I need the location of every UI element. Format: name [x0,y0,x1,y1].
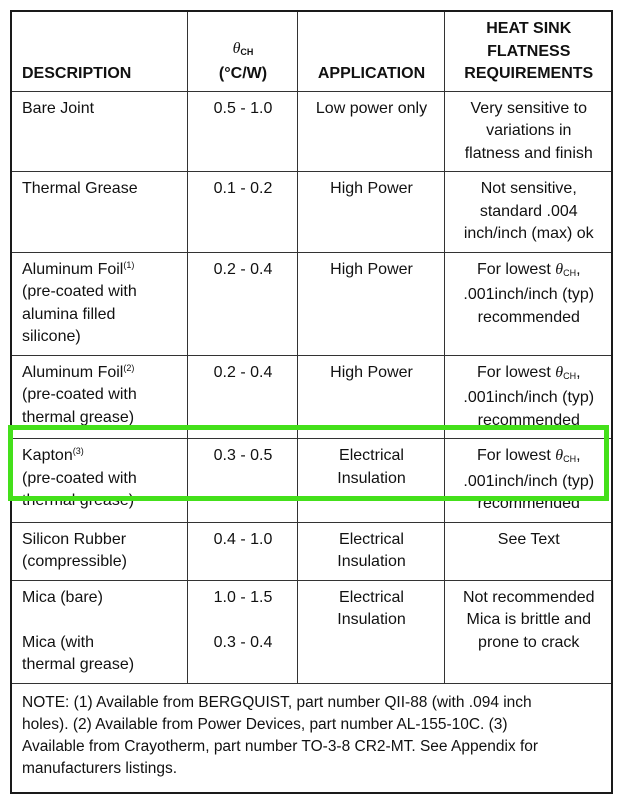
flatness-line: prone to crack [478,633,580,651]
thermal-interface-table [12,12,611,792]
flatness-prefix: For lowest [476,260,556,278]
row-application [297,439,444,523]
description-line: silicone) [22,328,81,345]
row-description [12,439,187,523]
row-description [12,91,187,172]
description-line [22,259,179,282]
note-text [12,683,611,792]
row-theta [187,580,297,683]
theta-symbol: θ [555,363,564,381]
material-name: Aluminum Foil [22,260,124,278]
flatness-line [455,362,604,388]
row-theta: 0.3 - 0.5 [187,439,297,523]
footnote-ref: (2) [123,362,135,373]
row-description [12,172,187,253]
row-flatness [444,252,611,355]
application-line: High Power [330,363,413,381]
row-flatness [444,580,611,683]
header-application: APPLICATION [297,12,444,91]
description-line: (pre-coated with [22,386,137,403]
table-row [12,91,611,172]
theta-symbol: θ [555,447,564,464]
header-row [12,12,611,91]
flatness-line: flatness and finish [464,144,593,162]
description-line [22,445,179,468]
row-application [297,522,444,580]
flatness-line: See Text [497,530,560,548]
flatness-line [455,445,604,471]
header-flatness-line: HEAT SINK [486,20,572,37]
application-line: High Power [330,180,413,197]
flatness-suffix: , [576,447,581,464]
flatness-line [455,259,604,285]
row-description [12,522,187,580]
table-row [12,355,611,439]
theta-subscript: CH [240,46,254,57]
header-theta [187,12,297,91]
header-description: DESCRIPTION [12,12,187,91]
application-line: Low power only [315,99,428,117]
theta-subscript: CH [563,454,577,464]
theta-symbol: θ [232,39,241,57]
description-line [22,362,179,385]
row-theta: 0.2 - 0.4 [187,355,297,439]
row-description [12,580,187,683]
table-row [12,172,611,253]
flatness-line: .001inch/inch (typ) [463,389,595,406]
row-description [12,355,187,439]
row-theta: 0.4 - 1.0 [187,522,297,580]
theta-subscript: CH [563,267,577,278]
flatness-line: Not recommended [462,588,595,606]
description-line: thermal grease) [22,408,135,426]
application-line: Electrical [339,530,404,548]
flatness-line: variations in [486,122,572,139]
flatness-suffix: , [576,363,581,381]
header-flatness [444,12,611,91]
table-row [12,522,611,580]
description-line: Thermal Grease [22,180,138,197]
application-line: Electrical [339,447,404,464]
flatness-line: Not sensitive, [480,180,577,197]
description-line: thermal grease) [22,492,135,509]
table-row [12,580,611,683]
row-application [297,172,444,253]
description-line: Bare Joint [22,99,95,117]
flatness-line: inch/inch (max) ok [463,225,594,242]
application-line: Insulation [337,469,406,487]
application-line: Insulation [337,611,406,628]
thermal-interface-table-frame [10,10,613,794]
flatness-line: recommended [477,308,580,326]
flatness-prefix: For lowest [476,363,556,381]
header-flatness-line: REQUIREMENTS [464,65,594,82]
application-line: Insulation [337,553,406,570]
row-description [12,252,187,355]
theta-unit: (°C/W) [218,65,268,82]
description-line: (pre-coated with [22,469,137,487]
row-application [297,580,444,683]
description-line: thermal grease) [22,656,135,673]
flatness-line: recommended [477,411,580,429]
flatness-suffix: , [576,260,581,278]
flatness-prefix: For lowest [476,447,556,464]
theta-value: 0.3 - 0.4 [213,633,273,651]
row-flatness [444,172,611,253]
row-flatness [444,355,611,439]
description-line: Mica (with [22,633,95,651]
flatness-line: Mica is brittle and [466,611,591,628]
note-line: NOTE: (1) Available from BERGQUIST, part number QII-88 (with .094 inch [22,693,532,711]
description-line: alumina filled [22,305,116,323]
flatness-line: recommended [477,495,580,512]
theta-value: 1.0 - 1.5 [213,588,273,606]
flatness-line: .001inch/inch (typ) [463,286,595,303]
line-spacer [198,609,289,632]
table-row [12,252,611,355]
row-application [297,91,444,172]
footnote-ref: (1) [123,259,135,270]
theta-symbol: θ [555,260,564,278]
material-name: Kapton [22,447,73,464]
header-flatness-line: FLATNESS [487,42,571,60]
application-line: Electrical [339,588,404,606]
line-spacer [22,609,179,632]
note-row [12,683,611,792]
row-application [297,355,444,439]
flatness-line: Very sensitive to [470,99,587,117]
row-theta: 0.5 - 1.0 [187,91,297,172]
row-application [297,252,444,355]
row-flatness [444,91,611,172]
note-line: Available from Crayotherm, part number TO-3-8 CR2-MT. See Appendix for [22,737,539,755]
row-flatness [444,439,611,523]
row-theta: 0.2 - 0.4 [187,252,297,355]
flatness-line: .001inch/inch (typ) [463,472,595,490]
row-theta: 0.1 - 0.2 [187,172,297,253]
description-line: Silicon Rubber [22,530,127,548]
application-line: High Power [330,260,413,278]
table-row-kapton [12,439,611,523]
note-line: manufacturers listings. [22,759,178,777]
description-line: (compressible) [22,553,127,570]
description-line: (pre-coated with [22,283,137,300]
description-line: Mica (bare) [22,588,103,606]
note-line: holes). (2) Available from Power Devices, part number AL-155-10C. (3) [22,715,508,733]
theta-subscript: CH [563,370,577,381]
flatness-line: standard .004 [479,202,578,220]
footnote-ref: (3) [72,446,84,456]
material-name: Aluminum Foil [22,363,124,381]
row-flatness [444,522,611,580]
